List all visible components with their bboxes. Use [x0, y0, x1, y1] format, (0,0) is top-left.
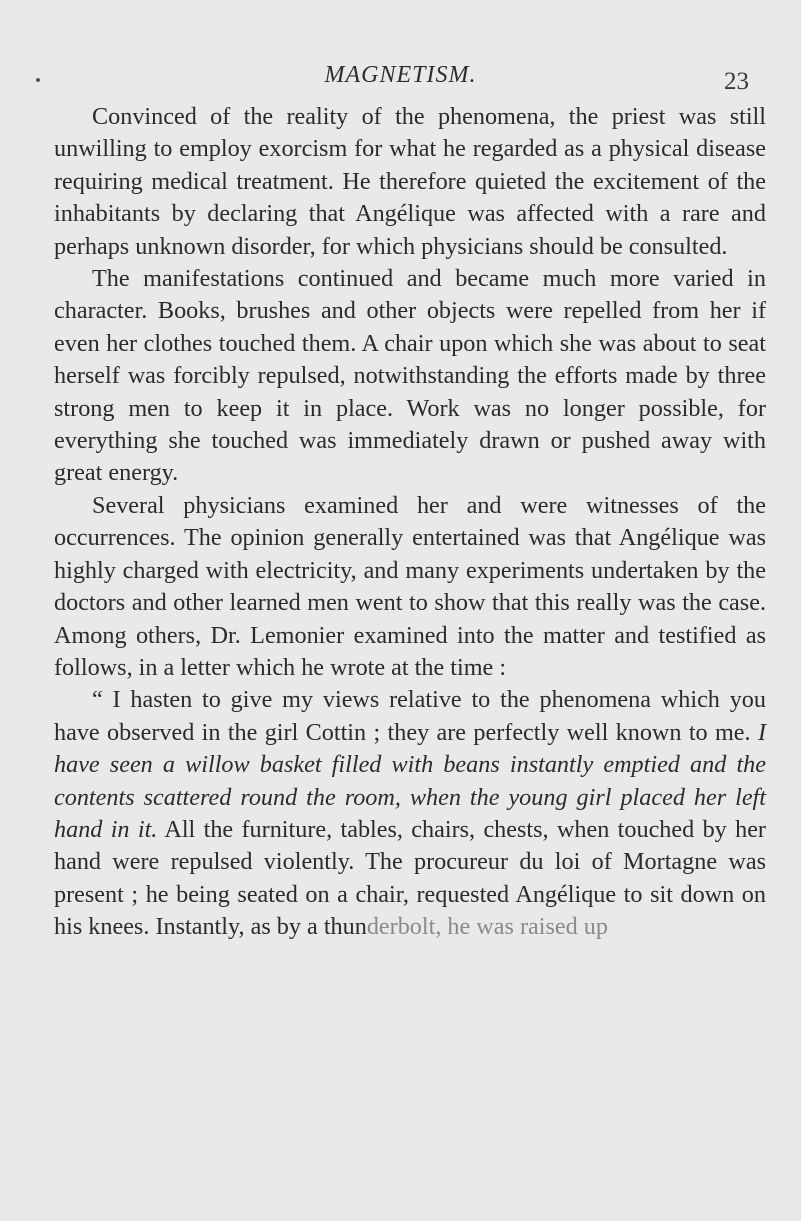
body-text [54, 101, 766, 944]
quote-italic-passage: I have seen a willow basket filled with beans instantly emptied and the contents scattered round the room, when the young girl placed her left hand in it. [54, 718, 766, 843]
quote-continuation: All the furniture, tables, chairs, chests, when touched by her hand were repulsed violently. The procureur du loi of Mortagne was present ; he being seated on a chair, requested Angélique to sit down on his knees. Instantly, as by a thun [54, 815, 766, 941]
quote-faded-end: derbolt, he was raised up [366, 913, 608, 941]
quote-start: “ I hasten to give my views relative to the phenomena which you have observed in the girl Cottin ; they are perfectly well known to me. [54, 686, 766, 746]
paragraph-4 [54, 684, 766, 943]
paragraph-1: Convinced of the reality of the phenomena, the priest was still unwilling to employ exorcism for what he regarded as a physical disease requiring medical treatment. He therefore quieted the excitement of the inhabitants by declaring that Angélique was affected with a rare and perhaps unknown disorder, for which physicians should be consulted. [54, 103, 766, 260]
running-head: MAGNETISM. [324, 62, 477, 88]
page-header [0, 62, 801, 95]
page-number: 23 [724, 68, 749, 95]
paragraph-3: Several physicians examined her and were witnesses of the occurrences. The opinion generally entertained was that Angélique was highly charged with electricity, and many experiments undertaken by the doctors and other learned men went to show that this really was the case. Among others, Dr. Lemonier examined into the matter and testified as follows, in a letter which he wrote at the time : [54, 491, 766, 681]
paragraph-2: The manifestations continued and became much more varied in character. Books, brushes and other objects were repelled from her if even her clothes touched them. A chair upon which she was about to seat herself was forcibly repulsed, notwithstanding the efforts made by three strong men to keep it in place. Work was no longer possible, for everything she touched was immediately drawn or pushed away with great energy. [54, 265, 766, 487]
